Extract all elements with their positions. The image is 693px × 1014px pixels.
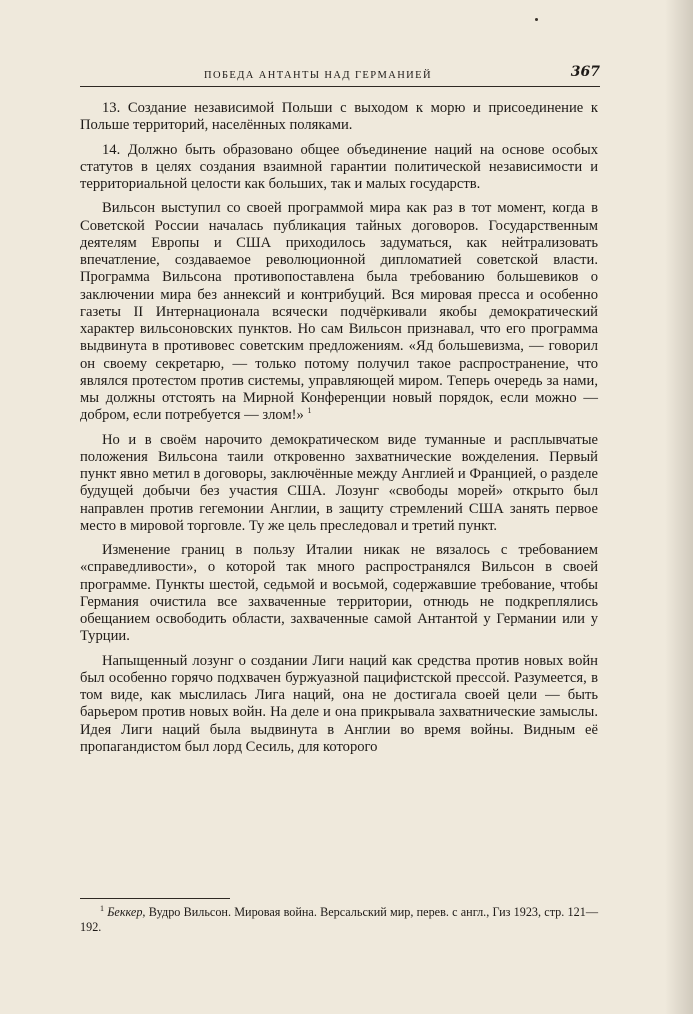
paragraph-point-14: 14. Должно быть образовано общее объединение наций на основе особых статутов в целях создания взаимной гарантии политической независимости и территориальной целости как больших, так и малых государств. (80, 141, 598, 192)
footnote-rule (80, 898, 230, 899)
footnote-number: 1 (100, 903, 104, 913)
footnote-author: Беккер, (107, 905, 146, 919)
body-text (80, 100, 598, 763)
header-rule (80, 86, 600, 87)
page-header (80, 64, 600, 84)
footnote-text: Вудро Вильсон. Мировая война. Версальский мир, перев. с англ., Гиз 1923, стр. 121—192. (80, 905, 599, 934)
print-speck (535, 18, 538, 21)
footnote-marker: 1 (307, 406, 312, 416)
paragraph-point-13: 13. Создание независимой Польши с выходом к морю и присоединение к Польше территорий, населённых поляками. (80, 100, 598, 134)
paragraph-italy-borders: Изменение границ в пользу Италии никак не вязалось с требованием «справедливости», о которой так много распространялся Вильсон в своей программе. Пункты шестой, седьмой и восьмой, содержавшие требование, чтобы Германия очистила все захваченные территории, отнюдь не подкреплялись обещанием освободить области, захваченные самой Антантой у Германии или у Турции. (80, 542, 598, 645)
paragraph-text: Вильсон выступил со своей программой мира как раз в тот момент, когда в Советской России началась публикация тайных договоров. Государственным деятелям Европы и США приходилось задуматься, как нейтрализовать впечатление, создаваемое революционной дипломатией советской власти. Программа Вильсона противопоставлена была требованию большевиков о заключении мира без аннексий и контрибуций. Вся мировая пресса и особенно газеты II Интернационала всячески подчёркивали якобы демократический характер вильсоновских пунктов. Но сам Вильсон признавал, что его программа выдвинута в противовес советским предложениям. «Яд большевизма, — говорил он своему секретарю, — только потому получил такое распространение, что являлся протестом против системы, управляющей миром. Теперь очередь за нами, мы должны отстоять на Мирной Конференции новый порядок, если можно — добром, если потребуется — злом!» (80, 200, 598, 424)
paragraph-wilson-program (80, 200, 598, 424)
page-number: 367 (570, 64, 600, 80)
paragraph-league-of-nations: Напыщенный лозунг о создании Лиги наций как средства против новых войн был особенно горячо подхвачен буржуазной пацифистской прессой. Разумеется, в том виде, как мыслилась Лига наций, она не достигала своей цели — быть барьером против новых войн. На деле и она прикрывала захватнические замыслы. Идея Лиги наций была выдвинута в Англии во время войны. Видным её пропагандистом был лорд Сесиль, для которого (80, 652, 598, 755)
running-title: ПОБЕДА АНТАНТЫ НАД ГЕРМАНИЕЙ (204, 70, 432, 81)
paragraph-hidden-aims: Но и в своём нарочито демократическом виде туманные и расплывчатые положения Вильсона таили откровенно захватнические вожделения. Первый пункт явно метил в договоры, заключённые между Англией и Францией, о разделе будущей добычи без участия США. Лозунг «свободы морей» открыто был направлен против гегемонии Англии, в защиту стремлений США занять первое место в мировой торговле. Ту же цель преследовал и третий пункт. (80, 431, 598, 534)
footnote (80, 905, 598, 935)
page-spine-shadow (665, 0, 693, 1014)
